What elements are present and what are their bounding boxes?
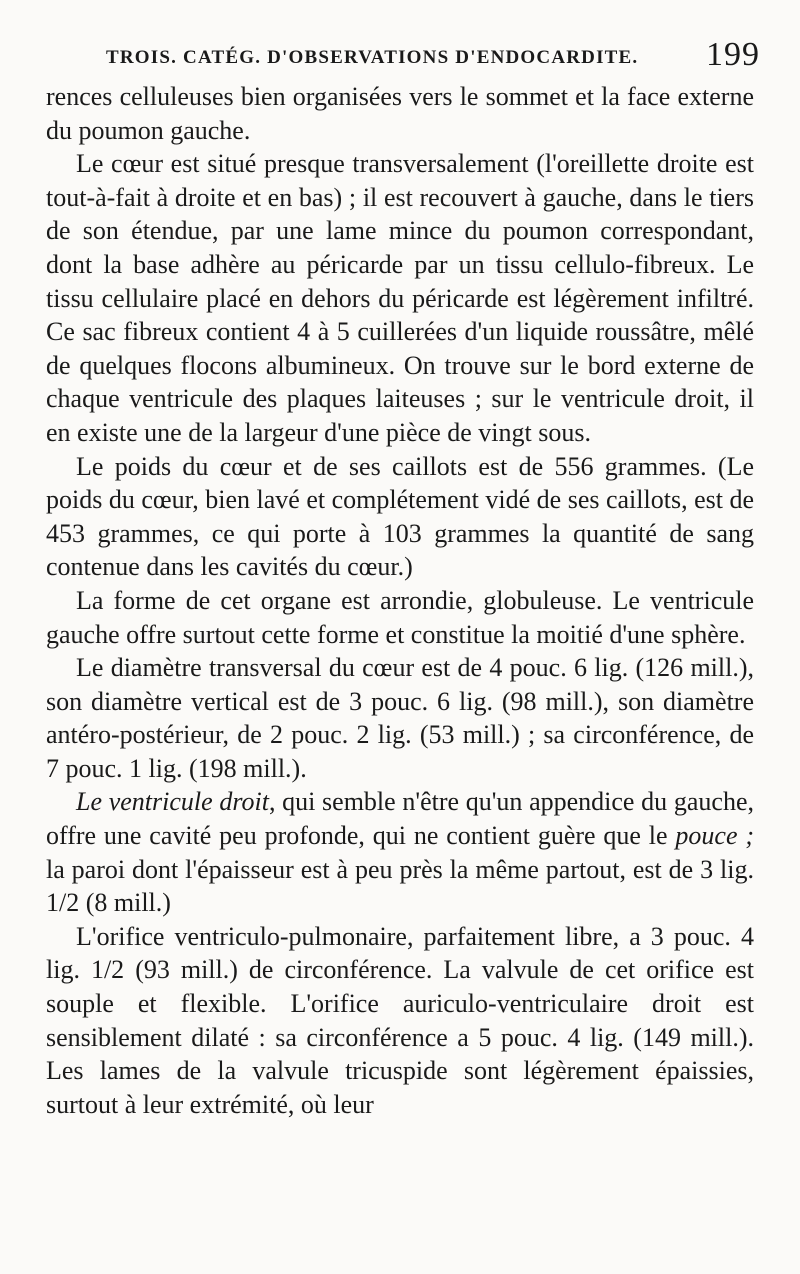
paragraph-6-text-a: , qui semble n'être qu'un appendice du gauche, offre une cavité peu profonde, qui ne contient guère que le [46, 787, 754, 851]
paragraph-6 [46, 785, 754, 919]
page-number: 199 [706, 36, 760, 73]
paragraph-5: Le diamètre transversal du cœur est de 4 pouc. 6 lig. (126 mill.), son diamètre vertical est de 3 pouc. 6 lig. (98 mill.), son diamètre antéro-postérieur, de 2 pouc. 2 lig. (53 mill.) ; sa circonférence, de 7 pouc. 1 lig. (198 mill.). [46, 653, 754, 783]
paragraph-3: Le poids du cœur et de ses caillots est de 556 grammes. (Le poids du cœur, bien lavé et complétement vidé de ses caillots, est de 453 grammes, ce qui porte à 103 grammes la quantité de sang contenue dans les cavités du cœur.) [46, 451, 754, 582]
italic-mid: pouce ; [675, 821, 754, 851]
italic-lead: Le ventricule droit [76, 787, 269, 817]
paragraph-1: rences celluleuses bien organisées vers le sommet et la face externe du poumon gauche. [46, 82, 754, 145]
paragraph-6-text-b: la paroi dont l'épaisseur est à peu près la même partout, est de 3 lig. 1/2 (8 mill.) [46, 854, 754, 918]
running-title: TROIS. CATÉG. D'OBSERVATIONS D'ENDOCARDITE. [106, 47, 639, 68]
page-header [100, 32, 760, 82]
paragraph-2: Le cœur est situé presque transversalement (l'oreillette droite est tout-à-fait à droite et en bas) ; il est recouvert à gauche, dans le tiers de son étendue, par une lame mince du poumon correspondant, dont la base adhère au péricarde par un tissu cellulo-fibreux. Le tissu cellulaire placé en dehors du péricarde est légèrement infiltré. Ce sac fibreux contient 4 à 5 cuillerées d'un liquide roussâtre, mêlé de quelques flocons albumineux. On trouve sur le bord externe de chaque ventricule des plaques laiteuses ; sur le ventricule droit, il en existe une de la largeur d'une pièce de vingt sous. [46, 149, 754, 447]
paragraph-7: L'orifice ventriculo-pulmonaire, parfaitement libre, a 3 pouc. 4 lig. 1/2 (93 mill.) de circonférence. La valvule de cet orifice est souple et flexible. L'orifice auriculo-ventriculaire droit est sensiblement dilaté : sa circonférence a 5 pouc. 4 lig. (149 mill.). Les lames de la valvule tricuspide sont légèrement épaissies, surtout à leur extrémité, où leur [46, 921, 754, 1119]
paragraph-4: La forme de cet organe est arrondie, globuleuse. Le ventricule gauche offre surtout cette forme et constitue la moitié d'une sphère. [46, 585, 754, 649]
body-text [46, 80, 754, 1121]
